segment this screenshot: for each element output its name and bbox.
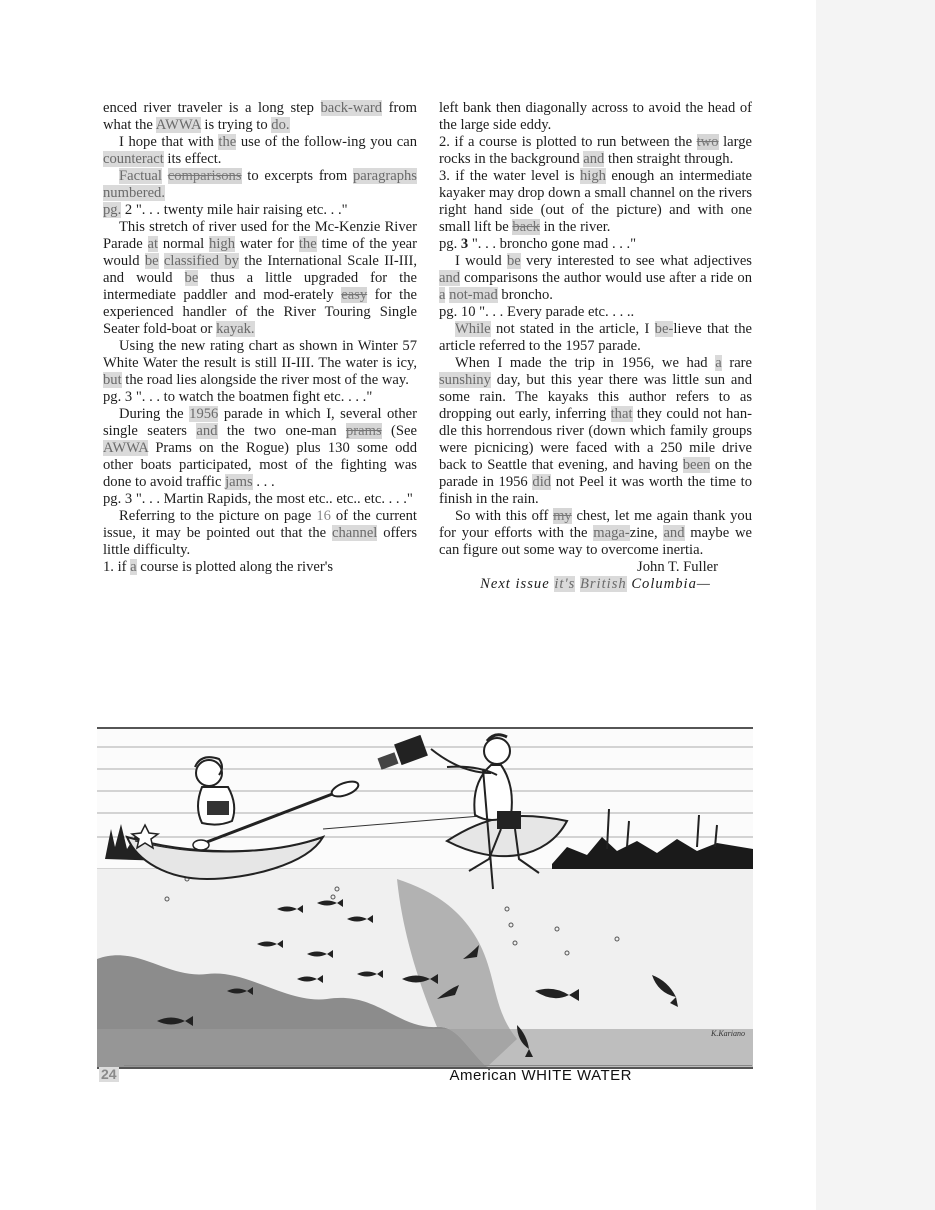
paragraph: pg. 3 ". . . broncho gone mad . . ." [439, 236, 637, 252]
paragraph: pg. 3 ". . . to watch the boatmen fight etc. . . ." [103, 389, 373, 405]
paragraph: Factual comparisons to excerpts from paragraphs numbered. [103, 168, 417, 201]
paragraph: Referring to the picture on page 16 of the current issue, it may be pointed out that the channel offers little difficulty. [103, 508, 418, 558]
author-signature: John T. Fuller [637, 559, 718, 575]
paragraph: 3. if the water level is high enough an intermediate kayaker may drop down a small channel on the rivers right hand side (out of the picture) and with one small lift be back in the river. [439, 168, 752, 235]
footer-divider [124, 1065, 752, 1066]
paragraph: Using the new rating chart as shown in Winter 57 White Water the result is still II-III. The water is icy, but the road lies alongside the river most of the way. [103, 338, 417, 388]
artist-signature: K.Kariano [710, 1029, 745, 1038]
paragraph: pg. 10 ". . . Every parade etc. . . .. [439, 304, 635, 320]
next-issue-note: Next issue it's British Columbia— [480, 576, 711, 592]
paragraph: left bank then diagonally across to avoid the head of the large side eddy. [439, 100, 752, 133]
magazine-title: American WHITE WATER [449, 1067, 632, 1084]
paragraph: pg. 3 ". . . Martin Rapids, the most etc.. etc.. etc. . . ." [103, 491, 413, 507]
paragraph: pg. 2 ". . . twenty mile hair raising etc. . ." [103, 202, 348, 218]
paragraph: 1. if a course is plotted along the river's [103, 559, 334, 575]
paragraph: So with this off my chest, let me again thank you for your efforts with the maga-zine, and maybe we can figure out some way to overcome inertia. [439, 508, 753, 558]
paragraph: I would be very interested to see what adjectives and comparisons the author would use after a ride on a not-mad broncho. [439, 253, 752, 303]
paragraph: enced river traveler is a long step back-ward from what the AWWA is trying to do. [103, 100, 417, 133]
paragraph: I hope that with the use of the follow-ing you can counteract its effect. [103, 134, 417, 167]
paragraph: This stretch of river used for the Mc-Kenzie River Parade at normal high water for the time of the year would be classified by the International Scale II-III, and would be thus a little upgraded for the intermediate paddler and mod-erately easy for the experienced handler of the River Touring Single Seater fold-boat or kayak. [103, 219, 418, 337]
paragraph: While not stated in the article, I be-lieve that the article referred to the 1957 parade. [439, 321, 753, 354]
paragraph: During the 1956 parade in which I, several other single seaters and the two one-man prams (See AWWA Prams on the Rogue) plus 130 some odd other boats participated, most of the fighting was done to avoid traffic jams . . . [103, 406, 417, 490]
article-right-column [439, 100, 752, 593]
paragraph: 2. if a course is plotted to run between the two large rocks in the background and then straight through. [439, 134, 752, 167]
page-number: 24 [101, 1066, 117, 1082]
cartoon-illustration [97, 727, 753, 1069]
paragraph: When I made the trip in 1956, we had a rare sunshiny day, but this year there was little sun and some rain. The kayaks this author refers to as dropping out early, inferring that they could not han-dle this horrendous river (down which family groups were picnicing) were faced with a 250 mile drive back to Seattle that evening, and having been on the parade in 1956 did not Peel it was worth the time to finish in the rain. [439, 355, 753, 507]
cartoon-drawing [97, 729, 753, 1067]
article-left-column [103, 100, 417, 576]
